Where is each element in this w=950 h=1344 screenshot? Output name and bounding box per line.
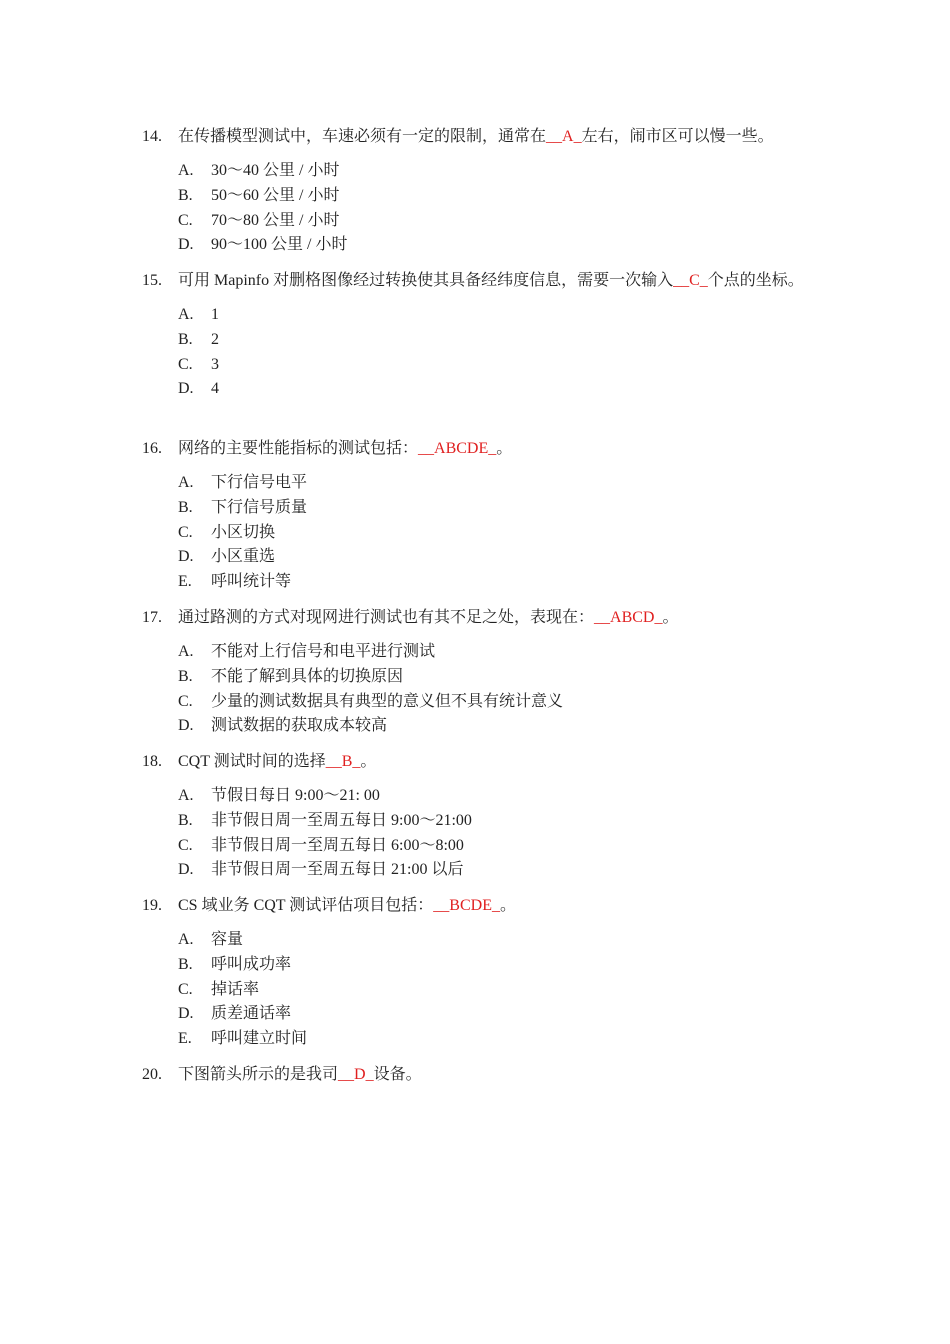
question-stem bbox=[142, 606, 812, 630]
option-text: 小区切换 bbox=[211, 523, 276, 541]
option-text: 节假日每日 9:00～21: 00 bbox=[211, 787, 380, 804]
answer-blank-post: _ bbox=[654, 609, 663, 626]
option-list bbox=[142, 471, 812, 595]
option-item bbox=[142, 714, 812, 739]
option-letter: C. bbox=[178, 211, 193, 229]
option-letter: C. bbox=[178, 980, 193, 998]
question-text-after: 。 bbox=[360, 753, 377, 770]
option-letter: D. bbox=[178, 236, 194, 254]
question-number: 16. bbox=[142, 440, 162, 457]
question-text-before: CS 域业务 CQT 测试评估项目包括： bbox=[178, 897, 434, 914]
question-number: 20. bbox=[142, 1066, 162, 1083]
option-text: 容量 bbox=[211, 931, 244, 948]
option-letter: B. bbox=[178, 186, 193, 204]
question-15 bbox=[142, 269, 812, 402]
option-text: 50～60 公里 / 小时 bbox=[211, 186, 340, 204]
option-letter: A. bbox=[178, 787, 194, 804]
question-text-before: 可用 Mapinfo 对删格图像经过转换使其具备经纬度信息，需要一次输入 bbox=[178, 272, 674, 289]
question-text bbox=[178, 606, 812, 630]
answer-text: C bbox=[689, 272, 700, 289]
question-text bbox=[178, 125, 812, 149]
question-text-after: 。 bbox=[662, 609, 679, 626]
answer-blank-pre: __ bbox=[546, 128, 563, 145]
question-number: 15. bbox=[142, 272, 162, 289]
question-stem bbox=[142, 894, 812, 918]
question-text-before: 网络的主要性能指标的测试包括： bbox=[178, 440, 419, 457]
question-text-before: 在传播模型测试中，车速必须有一定的限制，通常在 bbox=[178, 128, 547, 145]
option-item bbox=[142, 570, 812, 595]
question-16 bbox=[142, 437, 812, 595]
question-text-after: 左右，闹市区可以慢一些。 bbox=[581, 128, 774, 145]
option-text: 不能了解到具体的切换原因 bbox=[211, 667, 404, 685]
option-text: 下行信号电平 bbox=[211, 474, 308, 491]
option-text: 呼叫统计等 bbox=[211, 573, 292, 591]
option-text: 不能对上行信号和电平进行测试 bbox=[211, 643, 436, 660]
option-list bbox=[142, 928, 812, 1052]
answer-blank-post: _ bbox=[365, 1066, 374, 1083]
option-letter: E. bbox=[178, 1030, 192, 1048]
question-number: 18. bbox=[142, 753, 162, 770]
answer-blank-post: _ bbox=[352, 753, 361, 770]
option-item bbox=[142, 377, 812, 402]
option-letter: C. bbox=[178, 523, 193, 541]
answer-blank-post: _ bbox=[573, 128, 582, 145]
option-text: 非节假日周一至周五每日 6:00～8:00 bbox=[211, 836, 464, 854]
answer-blank-pre: __ bbox=[673, 272, 690, 289]
question-stem bbox=[142, 269, 812, 293]
option-list bbox=[142, 784, 812, 883]
option-letter: A. bbox=[178, 306, 194, 323]
option-letter: D. bbox=[178, 380, 194, 398]
option-text: 小区重选 bbox=[211, 548, 276, 566]
option-letter: B. bbox=[178, 955, 193, 973]
option-letter: B. bbox=[178, 811, 193, 829]
question-18 bbox=[142, 750, 812, 883]
question-text-after: 设备。 bbox=[373, 1066, 422, 1083]
option-item bbox=[142, 665, 812, 690]
answer-text: D bbox=[354, 1066, 366, 1083]
answer-text: B bbox=[341, 753, 353, 770]
question-text-before: 通过路测的方式对现网进行测试也有其不足之处，表现在： bbox=[178, 609, 595, 626]
question-stem bbox=[142, 125, 812, 149]
option-text: 非节假日周一至周五每日 9:00～21:00 bbox=[211, 811, 472, 829]
option-letter: B. bbox=[178, 498, 193, 516]
question-stem bbox=[142, 750, 812, 774]
question-text bbox=[178, 750, 812, 774]
question-stem bbox=[142, 1063, 812, 1087]
option-letter: D. bbox=[178, 861, 194, 879]
question-text-before: 下图箭头所示的是我司 bbox=[178, 1066, 339, 1083]
question-17 bbox=[142, 606, 812, 739]
option-item bbox=[142, 353, 812, 378]
option-text: 1 bbox=[211, 306, 219, 323]
option-letter: A. bbox=[178, 643, 194, 660]
answer-blank-pre: __ bbox=[594, 609, 611, 626]
option-letter: B. bbox=[178, 330, 193, 348]
option-text: 质差通话率 bbox=[211, 1005, 292, 1023]
option-item bbox=[142, 978, 812, 1003]
option-text: 90～100 公里 / 小时 bbox=[211, 236, 348, 254]
option-text: 70～80 公里 / 小时 bbox=[211, 211, 340, 229]
option-text: 非节假日周一至周五每日 21:00 以后 bbox=[211, 861, 464, 879]
option-item bbox=[142, 1027, 812, 1052]
option-item bbox=[142, 953, 812, 978]
option-list bbox=[142, 303, 812, 402]
option-letter: C. bbox=[178, 355, 193, 373]
option-item bbox=[142, 184, 812, 209]
question-stem bbox=[142, 437, 812, 461]
question-number: 19. bbox=[142, 897, 162, 914]
answer-blank-pre: __ bbox=[325, 753, 342, 770]
option-item bbox=[142, 209, 812, 234]
option-text: 2 bbox=[211, 330, 219, 348]
option-text: 3 bbox=[211, 355, 219, 373]
answer-blank-post: _ bbox=[491, 897, 500, 914]
option-letter: D. bbox=[178, 548, 194, 566]
option-item bbox=[142, 303, 812, 328]
option-letter: A. bbox=[178, 474, 194, 491]
option-item bbox=[142, 928, 812, 953]
option-item bbox=[142, 809, 812, 834]
question-text-after: 个点的坐标。 bbox=[707, 272, 804, 289]
answer-blank-pre: __ bbox=[338, 1066, 355, 1083]
option-text: 掉话率 bbox=[211, 980, 260, 998]
option-letter: D. bbox=[178, 1005, 194, 1023]
question-text bbox=[178, 1063, 812, 1087]
question-text-after: 。 bbox=[499, 897, 516, 914]
option-text: 下行信号质量 bbox=[211, 498, 308, 516]
answer-text: BCDE bbox=[449, 897, 492, 914]
option-item bbox=[142, 159, 812, 184]
answer-blank-post: _ bbox=[699, 272, 708, 289]
question-number: 14. bbox=[142, 128, 162, 145]
question-number: 17. bbox=[142, 609, 162, 626]
option-item bbox=[142, 233, 812, 258]
option-letter: D. bbox=[178, 717, 194, 735]
option-text: 测试数据的获取成本较高 bbox=[211, 717, 388, 735]
option-item bbox=[142, 690, 812, 715]
option-item bbox=[142, 496, 812, 521]
option-letter: C. bbox=[178, 692, 193, 710]
answer-blank-pre: __ bbox=[433, 897, 450, 914]
answer-blank-pre: __ bbox=[418, 440, 435, 457]
question-text-before: CQT 测试时间的选择 bbox=[178, 753, 326, 770]
option-item bbox=[142, 521, 812, 546]
option-item bbox=[142, 834, 812, 859]
option-text: 30～40 公里 / 小时 bbox=[211, 162, 340, 179]
option-item bbox=[142, 640, 812, 665]
option-item bbox=[142, 545, 812, 570]
question-14 bbox=[142, 125, 812, 258]
answer-text: ABCD bbox=[610, 609, 655, 626]
option-item bbox=[142, 471, 812, 496]
option-letter: A. bbox=[178, 162, 194, 179]
option-item bbox=[142, 784, 812, 809]
option-item bbox=[142, 328, 812, 353]
question-text bbox=[178, 894, 812, 918]
answer-blank-post: _ bbox=[488, 440, 497, 457]
option-letter: E. bbox=[178, 573, 192, 591]
option-list bbox=[142, 159, 812, 258]
option-text: 呼叫成功率 bbox=[211, 955, 292, 973]
option-text: 少量的测试数据具有典型的意义但不具有统计意义 bbox=[211, 692, 564, 710]
question-text bbox=[178, 269, 812, 293]
option-item bbox=[142, 858, 812, 883]
option-text: 4 bbox=[211, 380, 219, 398]
question-text-after: 。 bbox=[496, 440, 513, 457]
option-letter: C. bbox=[178, 836, 193, 854]
option-letter: B. bbox=[178, 667, 193, 685]
answer-text: A bbox=[562, 128, 574, 145]
option-item bbox=[142, 1002, 812, 1027]
option-letter: A. bbox=[178, 931, 194, 948]
option-text: 呼叫建立时间 bbox=[211, 1030, 308, 1048]
question-19 bbox=[142, 894, 812, 1052]
answer-text: ABCDE bbox=[434, 440, 489, 457]
option-list bbox=[142, 640, 812, 739]
question-20 bbox=[142, 1063, 812, 1087]
question-text bbox=[178, 437, 812, 461]
